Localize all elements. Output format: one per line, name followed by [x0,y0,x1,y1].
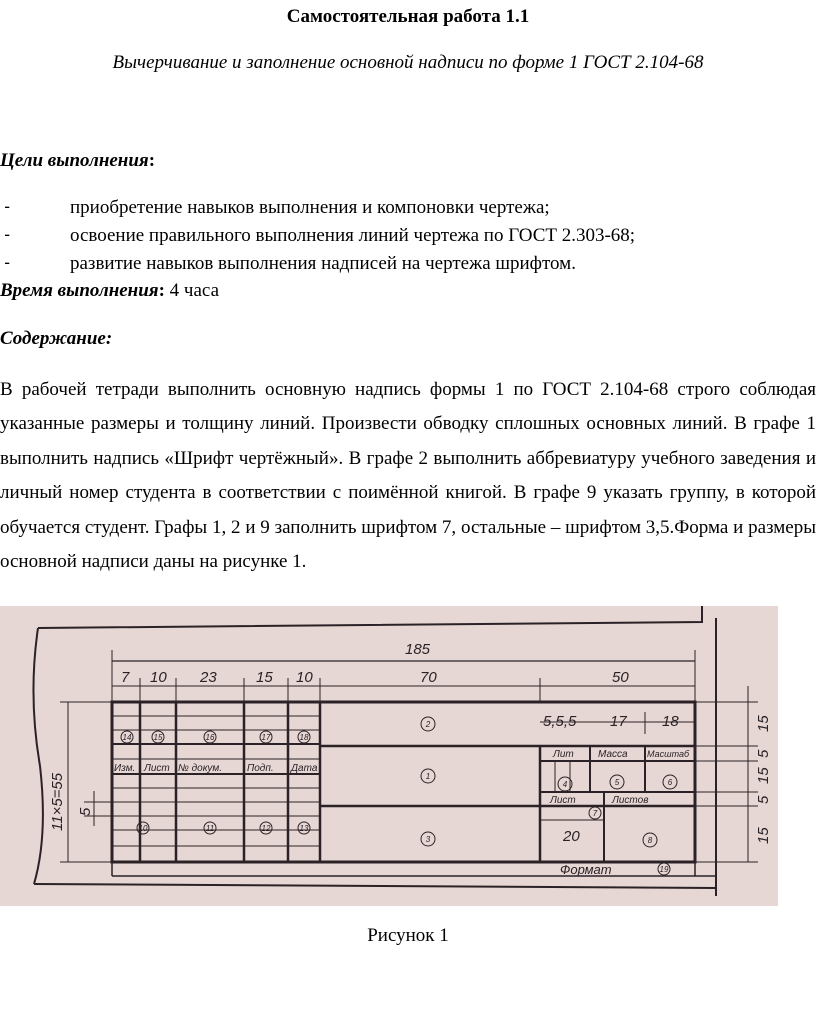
document-subtitle: Вычерчивание и заполнение основной надписи по форме 1 ГОСТ 2.104-68 [112,52,704,73]
label-podp: Подп. [247,763,274,774]
sheet-edge [34,884,716,888]
time-label: Время выполнения [0,280,159,301]
goals-heading-colon: : [148,150,156,171]
sheet-edge [38,606,702,628]
dim-185: 185 [405,641,431,658]
goal-dash: - [2,197,13,217]
cell-num-5: 5 [614,778,620,787]
goal-dash: - [2,253,13,273]
label-list-sheet: Лист [550,795,576,806]
cell-num-16: 16 [205,733,215,742]
label-izm: Изм. [114,763,136,774]
time-value: 4 часа [164,280,220,301]
cell-num-13: 13 [299,824,309,833]
dim-r5a: 5 [755,749,772,758]
goal-text: развитие навыков выполнения надписей на чертежа шрифтом. [70,253,576,274]
cell-num-1: 1 [425,772,431,781]
dim-r15c: 15 [755,827,772,844]
label-list: Лист [144,763,170,774]
cell-circles [121,717,677,875]
label-massa: Масса [598,749,628,760]
label-data: Дата [291,763,318,774]
document-title: Самостоятельная работа 1.1 [286,6,530,27]
dim-555: 5,5,5 [543,713,577,730]
dim-50: 50 [612,669,629,686]
goals-heading [0,150,155,172]
title-block-figure [0,606,778,906]
label-masshtab: Масштаб [647,749,690,759]
dim-20: 20 [563,828,580,845]
cell-num-19: 19 [659,865,669,874]
title-block-frame [112,702,695,862]
dim-70: 70 [420,669,437,686]
dim-18: 18 [662,713,679,730]
sheet-edge [33,628,42,884]
dim-15: 15 [256,669,273,686]
cell-num-4: 4 [562,780,568,789]
dim-r15a: 15 [755,715,772,732]
dim-10b: 10 [296,669,313,686]
goal-text: освоение правильного выполнения линий чертежа по ГОСТ 2.303-68; [70,225,636,246]
cell-num-12: 12 [261,824,271,833]
label-lit: Лит [553,749,574,760]
dim-17: 17 [610,713,627,730]
dim-left-5: 5 [77,807,94,816]
dim-r15b: 15 [755,767,772,784]
label-format: Формат [560,862,612,877]
cell-num-10: 10 [138,824,148,833]
cell-num-7: 7 [592,809,598,818]
cell-num-17: 17 [261,733,271,742]
content-heading: Содержание: [0,328,113,349]
dim-11x5: 11×5=55 [49,772,66,831]
cell-num-3: 3 [425,835,431,844]
cell-num-18: 18 [299,733,309,742]
label-listov: Листов [612,795,649,806]
time-line [0,280,219,302]
label-ndokum: № докум. [178,763,223,774]
cell-num-14: 14 [122,733,132,742]
cell-num-6: 6 [667,778,673,787]
goals-heading-text: Цели выполнения [0,150,149,171]
dim-r5b: 5 [755,795,772,804]
dim-7: 7 [121,669,130,686]
goal-text: приобретение навыков выполнения и компоновки чертежа; [70,197,550,218]
cell-num-8: 8 [647,836,653,845]
time-colon: : [158,280,165,301]
goal-dash: - [2,225,13,245]
dim-10: 10 [150,669,167,686]
cell-num-15: 15 [153,733,163,742]
cell-num-11: 11 [205,824,215,833]
cell-num-2: 2 [425,720,431,729]
content-paragraph: В рабочей тетради выполнить основную надпись формы 1 по ГОСТ 2.104-68 строго соблюдая указанные размеры и толщину линий. Произвести обводку сплошных основных линий. В графе 1 выполнить надпись «Шрифт чертёжный». В графе 2 выполнить аббревиатуру учебного заведения и личный номер студента в соответствии с поимённой книгой. В графе 9 указать группу, в которой обучается студент. Графы 1, 2 и 9 заполнить шрифтом 7, остальные – шрифтом 3,5.Форма и размеры основной надписи даны на рисунке 1. [0,379,816,573]
figure-caption: Рисунок 1 [367,925,449,946]
dim-23: 23 [200,669,217,686]
